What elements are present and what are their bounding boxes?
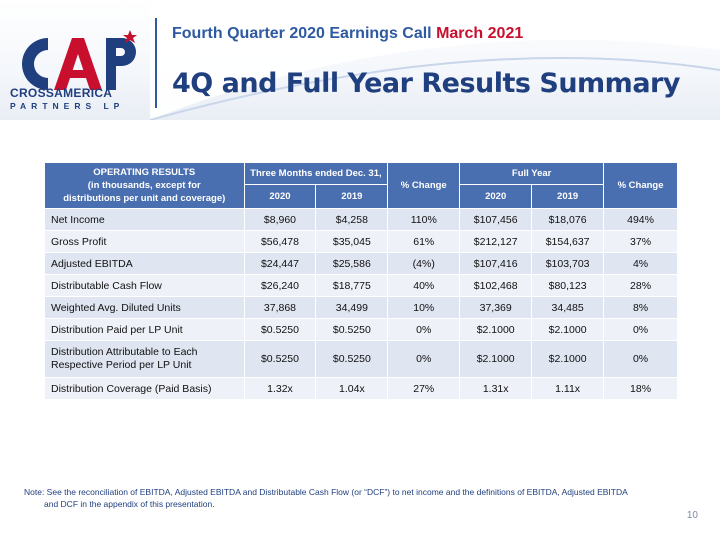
page-number: 10 — [686, 510, 698, 521]
quarter-change-value: 61% — [388, 231, 460, 253]
quarter-2020-value: 1.32x — [244, 378, 316, 400]
full-year-change-value: 0% — [604, 341, 678, 378]
full-year-change-value: 4% — [604, 253, 678, 275]
quarter-2020-value: $24,447 — [244, 253, 316, 275]
logo-name-line1: CROSSAMERICA — [10, 86, 113, 100]
quarter-2019-value: 34,499 — [316, 297, 388, 319]
full-year-change-value: 8% — [604, 297, 678, 319]
full-year-2019-value: 34,485 — [532, 297, 604, 319]
quarter-2019-value: 1.04x — [316, 378, 388, 400]
table-row — [45, 297, 678, 319]
row-label: Distribution Coverage (Paid Basis) — [45, 378, 245, 400]
full-year-2020-value: $107,416 — [460, 253, 532, 275]
quarter-2019-value: $18,775 — [316, 275, 388, 297]
full-year-2020-value: 37,369 — [460, 297, 532, 319]
quarter-2020-value: 37,868 — [244, 297, 316, 319]
quarter-change-value: (4%) — [388, 253, 460, 275]
footnote-line1: Note: See the reconciliation of EBITDA, Adjusted EBITDA and Distributable Cash Flow (or “DCF”) to net income and the definitions of EBITDA, Adjusted EBITDA — [24, 487, 628, 497]
quarter-change-value: 10% — [388, 297, 460, 319]
full-year-2019-value: $154,637 — [532, 231, 604, 253]
full-year-pct-change-header: % Change — [604, 163, 678, 209]
full-year-2019-value: $2.1000 — [532, 341, 604, 378]
header-swoosh — [150, 0, 720, 120]
full-year-change-value: 494% — [604, 209, 678, 231]
row-label: Net Income — [45, 209, 245, 231]
full-year-2019-value: 1.11x — [532, 378, 604, 400]
table-row — [45, 275, 678, 297]
quarter-change-value: 40% — [388, 275, 460, 297]
quarter-2019-header: 2019 — [316, 185, 388, 209]
quarter-2019-value: $0.5250 — [316, 319, 388, 341]
quarter-change-value: 0% — [388, 341, 460, 378]
operating-results-note1: (in thousands, except for — [87, 180, 201, 191]
quarter-2020-value: $0.5250 — [244, 341, 316, 378]
table-row — [45, 231, 678, 253]
results-summary-table — [44, 162, 678, 400]
earnings-call-title — [172, 25, 523, 43]
quarter-2019-value: $0.5250 — [316, 341, 388, 378]
full-year-change-value: 0% — [604, 319, 678, 341]
quarter-2019-value: $4,258 — [316, 209, 388, 231]
table-row — [45, 209, 678, 231]
operating-results-note2: distributions per unit and coverage) — [63, 193, 226, 204]
row-label: Distributable Cash Flow — [45, 275, 245, 297]
full-year-2019-header: 2019 — [532, 185, 604, 209]
table-row — [45, 378, 678, 400]
quarter-change-value: 0% — [388, 319, 460, 341]
row-label: Adjusted EBITDA — [45, 253, 245, 275]
full-year-2019-value: $18,076 — [532, 209, 604, 231]
quarter-change-value: 110% — [388, 209, 460, 231]
call-date: March 2021 — [436, 25, 524, 42]
row-label: Weighted Avg. Diluted Units — [45, 297, 245, 319]
quarter-2020-value: $0.5250 — [244, 319, 316, 341]
quarter-2020-value: $56,478 — [244, 231, 316, 253]
full-year-2020-value: $2.1000 — [460, 341, 532, 378]
full-year-2019-value: $2.1000 — [532, 319, 604, 341]
full-year-2019-value: $80,123 — [532, 275, 604, 297]
full-year-2020-header: 2020 — [460, 185, 532, 209]
row-label: Gross Profit — [45, 231, 245, 253]
operating-results-header — [45, 163, 245, 209]
table-row — [45, 319, 678, 341]
quarter-2020-header: 2020 — [244, 185, 316, 209]
logo-name-line2: PARTNERS LP — [10, 101, 125, 111]
row-label: Distribution Attributable to Each Respective Period per LP Unit — [45, 341, 245, 378]
quarter-2020-value: $8,960 — [244, 209, 316, 231]
quarter-2020-value: $26,240 — [244, 275, 316, 297]
footnote — [24, 486, 684, 510]
call-title-text: Fourth Quarter 2020 Earnings Call — [172, 25, 432, 42]
full-year-change-value: 18% — [604, 378, 678, 400]
full-year-change-value: 28% — [604, 275, 678, 297]
footnote-line2: and DCF in the appendix of this presentation. — [44, 499, 215, 509]
full-year-header: Full Year — [460, 163, 604, 185]
row-label: Distribution Paid per LP Unit — [45, 319, 245, 341]
operating-results-title: OPERATING RESULTS — [93, 167, 196, 178]
quarter-2019-value: $35,045 — [316, 231, 388, 253]
full-year-2020-value: $107,456 — [460, 209, 532, 231]
header-divider — [155, 18, 157, 108]
quarter-2019-value: $25,586 — [316, 253, 388, 275]
table-row — [45, 253, 678, 275]
full-year-2020-value: 1.31x — [460, 378, 532, 400]
full-year-2020-value: $2.1000 — [460, 319, 532, 341]
full-year-2020-value: $212,127 — [460, 231, 532, 253]
quarter-pct-change-header: % Change — [388, 163, 460, 209]
three-months-header: Three Months ended Dec. 31, — [244, 163, 388, 185]
full-year-change-value: 37% — [604, 231, 678, 253]
table-row — [45, 341, 678, 378]
slide-title: 4Q and Full Year Results Summary — [172, 68, 680, 99]
logo-wordmark — [10, 86, 150, 111]
full-year-2020-value: $102,468 — [460, 275, 532, 297]
quarter-change-value: 27% — [388, 378, 460, 400]
full-year-2019-value: $103,703 — [532, 253, 604, 275]
